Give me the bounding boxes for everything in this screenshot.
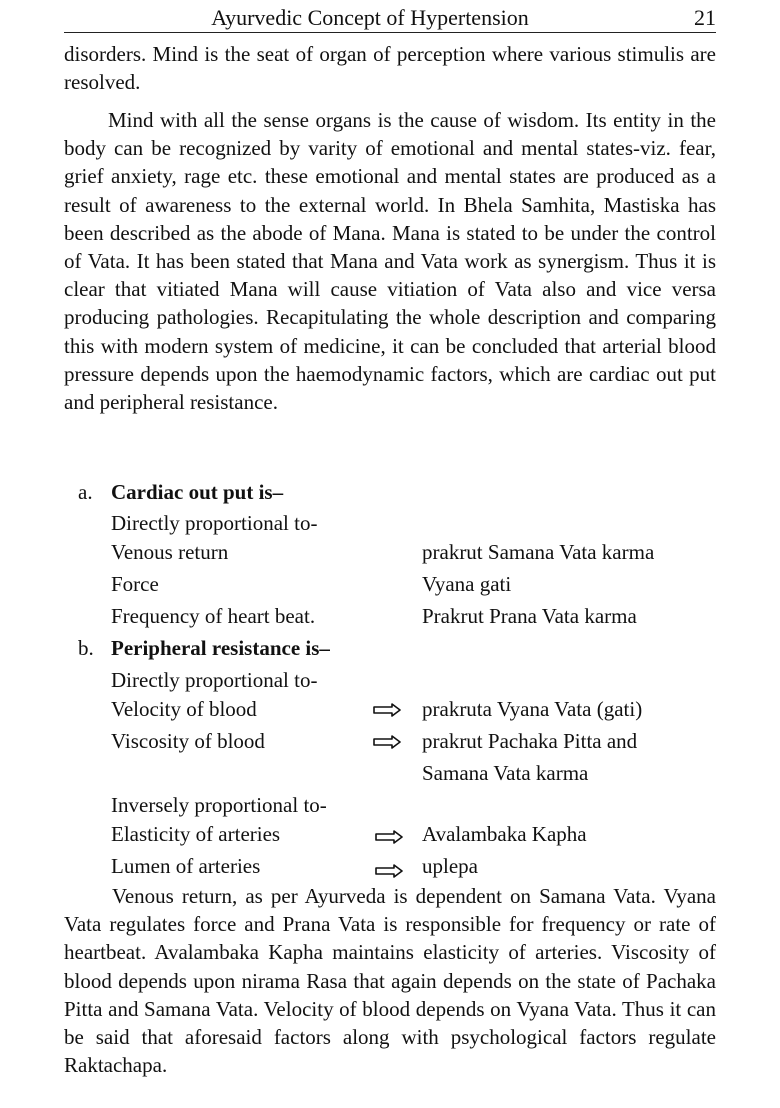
section-b-inverse-row-right: Avalambaka Kapha xyxy=(422,822,587,846)
section-b-subheading-direct: Directly proportional to- xyxy=(111,668,318,692)
running-header xyxy=(64,4,716,33)
section-b-inverse-row-right: uplepa xyxy=(422,854,478,878)
section-b-row-left: Viscosity of blood xyxy=(111,729,265,753)
section-b-inverse-row-left: Elasticity of arteries xyxy=(111,822,281,846)
paragraph-conclusion: Venous return, as per Ayurveda is dependent on Samana Vata. Vyana Vata regulates force and Prana Vata is responsible for frequency or rate of heartbeat. Avalambaka Kapha maintains elasticity of arteries. Viscosity of blood depends upon nirama Rasa that again depends on the state of Pachaka Pitta and Samana Vata. Velocity of blood depends on Vyana Vata. Thus it can be said that aforesaid factors along with psychological factors regulate Raktachapa. xyxy=(64,884,716,1078)
double-right-arrow-icon xyxy=(375,864,403,878)
double-right-arrow-icon xyxy=(373,735,401,749)
double-right-arrow-icon xyxy=(373,703,401,717)
section-a-row-right: Prakrut Prana Vata karma xyxy=(422,604,637,628)
section-a-letter: a. xyxy=(78,480,93,504)
section-a-subheading: Directly proportional to- xyxy=(111,511,318,535)
section-a-heading: Cardiac out put is– xyxy=(111,480,284,504)
section-a-row-left: Force xyxy=(111,572,159,596)
section-b-subheading-inverse: Inversely proportional to- xyxy=(111,793,327,817)
section-a-row-left: Venous return xyxy=(111,540,229,564)
section-a-row-right: Vyana gati xyxy=(422,572,512,596)
double-right-arrow-icon xyxy=(375,830,403,844)
section-b-inverse-row-left: Lumen of arteries xyxy=(111,854,261,878)
section-b-row-right-continued: Samana Vata karma xyxy=(422,761,589,785)
header-title: Ayurvedic Concept of Hypertension xyxy=(211,5,529,30)
section-b-row-left: Velocity of blood xyxy=(111,697,257,721)
section-b-row-right: prakrut Pachaka Pitta and xyxy=(422,729,638,753)
section-a-row-right: prakrut Samana Vata karma xyxy=(422,540,655,564)
section-b-row-right: prakruta Vyana Vata (gati) xyxy=(422,697,643,721)
paragraph-mind: Mind with all the sense organs is the cause of wisdom. Its entity in the body can be recognized by varity of emotional and mental states-viz. fear, grief anxiety, rage etc. these emotional and mental states are produced as a result of awareness to the external world. In Bhela Samhita, Mastiska has been described as the abode of Mana. Mana is stated to be under the control of Vata. It has been stated that Mana and Vata work as synergism. Thus it is clear that vitiated Mana will cause vitiation of Vata also and vice versa producing pathologies. Recapitulating the whole description and comparing this with modern system of medicine, it can be concluded that arterial blood pressure depends upon the haemodynamic factors, which are cardiac out put and peripheral resistance. xyxy=(64,108,716,415)
page-number: 21 xyxy=(694,5,716,30)
section-b-heading: Peripheral resistance is– xyxy=(111,636,330,660)
section-a-row-left: Frequency of heart beat. xyxy=(111,604,316,628)
section-b-letter: b. xyxy=(78,636,94,660)
paragraph-intro: disorders. Mind is the seat of organ of perception where various stimulis are resolved. xyxy=(64,42,716,95)
